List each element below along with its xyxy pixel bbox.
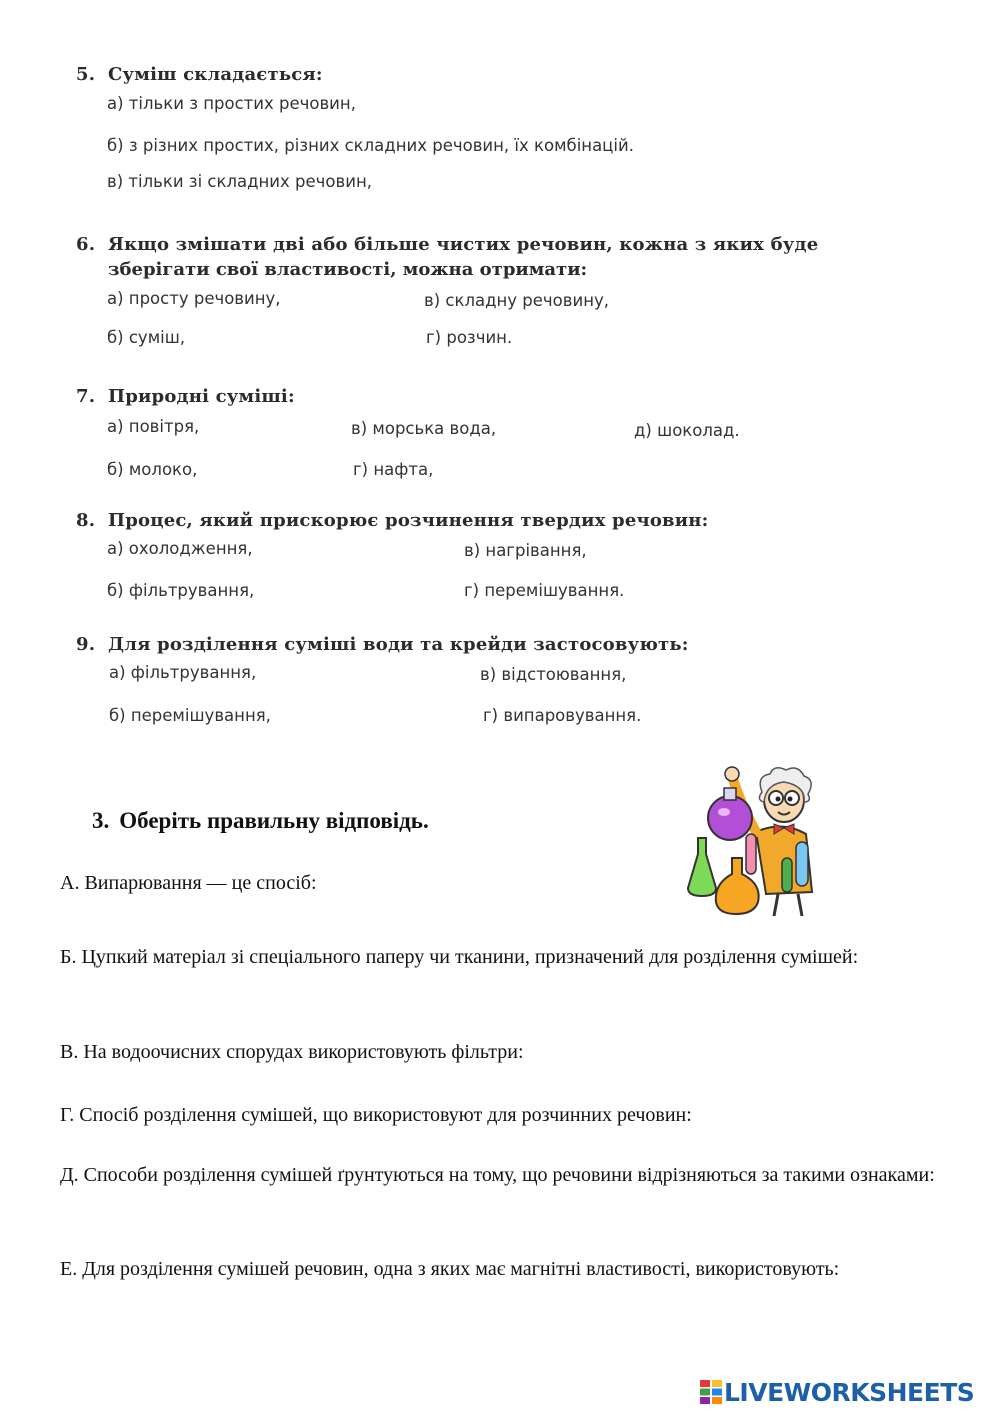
question-7 — [76, 386, 295, 407]
option: б) молоко, — [107, 460, 198, 479]
question-number: 7. — [76, 386, 96, 407]
question-text: Суміш складається: — [108, 64, 323, 85]
option: в) складну речовину, — [424, 291, 610, 310]
option: а) тільки з простих речовин, — [107, 94, 356, 113]
question-text-line-2: зберігати свої властивості, можна отримати: — [108, 259, 588, 280]
option: б) фільтрування, — [107, 581, 255, 600]
option: в) нагрівання, — [464, 541, 587, 560]
question-8 — [76, 510, 709, 531]
option: д) шоколад. — [634, 421, 740, 440]
option: б) перемішування, — [109, 706, 271, 725]
section-number: 3. — [92, 808, 110, 833]
question-item-d: Д. Способи розділення сумішей ґрунтуються на тому, що речовини відрізняються за такими ознаками: — [60, 1164, 935, 1186]
question-9 — [76, 634, 689, 655]
option: в) морська вода, — [351, 419, 497, 438]
question-text: Для розділення суміші води та крейди застосовують: — [108, 634, 689, 655]
question-number: 6. — [76, 234, 96, 255]
question-number: 5. — [76, 64, 96, 85]
option: г) розчин. — [426, 328, 513, 347]
question-item-e: Е. Для розділення сумішей речовин, одна з яких має магнітні властивості, використовують: — [60, 1258, 840, 1280]
option: а) повітря, — [107, 417, 200, 436]
question-item-v: В. На водоочисних спорудах використовують фільтри: — [60, 1041, 524, 1063]
option: а) просту речовину, — [107, 289, 281, 308]
logo-text: LIVEWORKSHEETS — [724, 1377, 975, 1407]
section-title-text: Оберіть правильну відповідь. — [119, 808, 429, 833]
question-5 — [76, 64, 323, 85]
option: г) нафта, — [353, 460, 434, 479]
option: а) охолодження, — [107, 539, 253, 558]
option: в) тільки зі складних речовин, — [107, 172, 372, 191]
question-item-a: А. Випарювання — це спосіб: — [60, 872, 317, 894]
question-number: 9. — [76, 634, 96, 655]
question-item-g: Г. Спосіб розділення сумішей, що використовуют для розчинних речовин: — [60, 1104, 692, 1126]
question-text: Процес, який прискорює розчинення твердих речовин: — [108, 510, 709, 531]
question-text: Природні суміші: — [108, 386, 295, 407]
option: а) фільтрування, — [109, 663, 257, 682]
question-6 — [76, 234, 818, 280]
option: б) суміш, — [107, 328, 186, 347]
liveworksheets-logo[interactable] — [700, 1377, 974, 1407]
option: б) з різних простих, різних складних речовин, їх комбінацій. — [107, 136, 634, 155]
option: в) відстоювання, — [480, 665, 627, 684]
question-text: Якщо змішати дві або більше чистих речовин, кожна з яких буде — [108, 234, 819, 255]
option: г) випаровування. — [483, 706, 642, 725]
option: г) перемішування. — [464, 581, 625, 600]
section-title — [92, 808, 429, 834]
liveworksheets-logo-icon — [700, 1380, 722, 1404]
question-number: 8. — [76, 510, 96, 531]
question-item-b: Б. Цупкий матеріал зі спеціального паперу чи тканини, призначений для розділення сумішей: — [60, 946, 859, 968]
